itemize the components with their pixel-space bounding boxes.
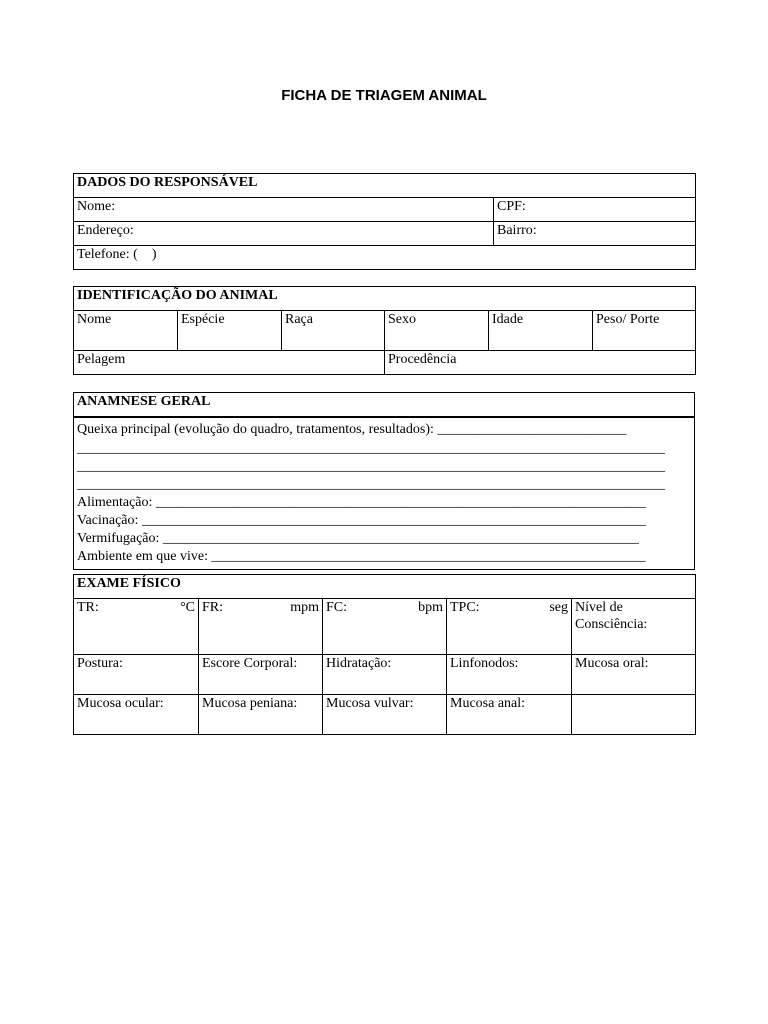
mucosa-oral-field[interactable]: Mucosa oral:: [572, 655, 696, 695]
mucosa-vulvar-field[interactable]: Mucosa vulvar:: [323, 695, 447, 735]
anamnese-section: [73, 392, 695, 570]
animal-section: [73, 286, 696, 375]
anamnese-body[interactable]: [74, 417, 695, 570]
tpc-field[interactable]: [447, 599, 572, 655]
ambiente-line[interactable]: Ambiente em que vive: ______________________________________________________________: [77, 549, 646, 564]
bairro-field[interactable]: Bairro:: [494, 222, 696, 246]
fc-unit: bpm: [418, 600, 443, 615]
vacinacao-line[interactable]: Vacinação: ________________________________________________________________________: [77, 513, 646, 528]
blank-line[interactable]: ____________________________________________________________________________________: [77, 477, 665, 492]
animal-peso-field[interactable]: Peso/ Porte: [593, 311, 696, 351]
nivel-consciencia-field[interactable]: Nível de Consciência:: [572, 599, 696, 655]
fr-field[interactable]: [199, 599, 323, 655]
animal-sexo-field[interactable]: Sexo: [385, 311, 489, 351]
endereco-field[interactable]: Endereço:: [74, 222, 494, 246]
mucosa-anal-field[interactable]: Mucosa anal:: [447, 695, 572, 735]
animal-raca-field[interactable]: Raça: [282, 311, 385, 351]
queixa-line[interactable]: Queixa principal (evolução do quadro, tratamentos, resultados): ___________________________: [77, 422, 627, 437]
blank-line[interactable]: ____________________________________________________________________________________: [77, 459, 665, 474]
procedencia-field[interactable]: Procedência: [385, 351, 696, 375]
hidratacao-field[interactable]: Hidratação:: [323, 655, 447, 695]
form-title: FICHA DE TRIAGEM ANIMAL: [281, 87, 487, 104]
linfonodos-field[interactable]: Linfonodos:: [447, 655, 572, 695]
anamnese-heading: ANAMNESE GERAL: [74, 393, 695, 418]
exame-heading: EXAME FÍSICO: [74, 575, 696, 599]
fr-label: FR:: [202, 600, 224, 615]
postura-field[interactable]: Postura:: [74, 655, 199, 695]
tpc-label: TPC:: [450, 600, 480, 615]
animal-nome-field[interactable]: Nome: [74, 311, 178, 351]
vermifugacao-line[interactable]: Vermifugação: ____________________________________________________________________: [77, 531, 639, 546]
telefone-field[interactable]: Telefone: ( ): [74, 246, 696, 270]
mucosa-ocular-field[interactable]: Mucosa ocular:: [74, 695, 199, 735]
escore-corporal-field[interactable]: Escore Corporal:: [199, 655, 323, 695]
animal-idade-field[interactable]: Idade: [489, 311, 593, 351]
exame-section: [73, 574, 696, 735]
cpf-field[interactable]: CPF:: [494, 198, 696, 222]
fc-field[interactable]: [323, 599, 447, 655]
tr-field[interactable]: [74, 599, 199, 655]
blank-line[interactable]: ____________________________________________________________________________________: [77, 441, 665, 456]
pelagem-field[interactable]: Pelagem: [74, 351, 385, 375]
fc-label: FC:: [326, 600, 348, 615]
nome-field[interactable]: Nome:: [74, 198, 494, 222]
alimentacao-line[interactable]: Alimentação: ______________________________________________________________________: [77, 495, 646, 510]
mucosa-peniana-field[interactable]: Mucosa peniana:: [199, 695, 323, 735]
responsavel-section: [73, 173, 696, 270]
fr-unit: mpm: [290, 600, 319, 615]
animal-especie-field[interactable]: Espécie: [178, 311, 282, 351]
animal-heading: IDENTIFICAÇÃO DO ANIMAL: [74, 287, 696, 311]
tpc-unit: seg: [549, 600, 568, 615]
tr-unit: °C: [180, 600, 195, 615]
empty-cell[interactable]: [572, 695, 696, 735]
responsavel-heading: DADOS DO RESPONSÁVEL: [74, 174, 696, 198]
tr-label: TR:: [77, 600, 99, 615]
